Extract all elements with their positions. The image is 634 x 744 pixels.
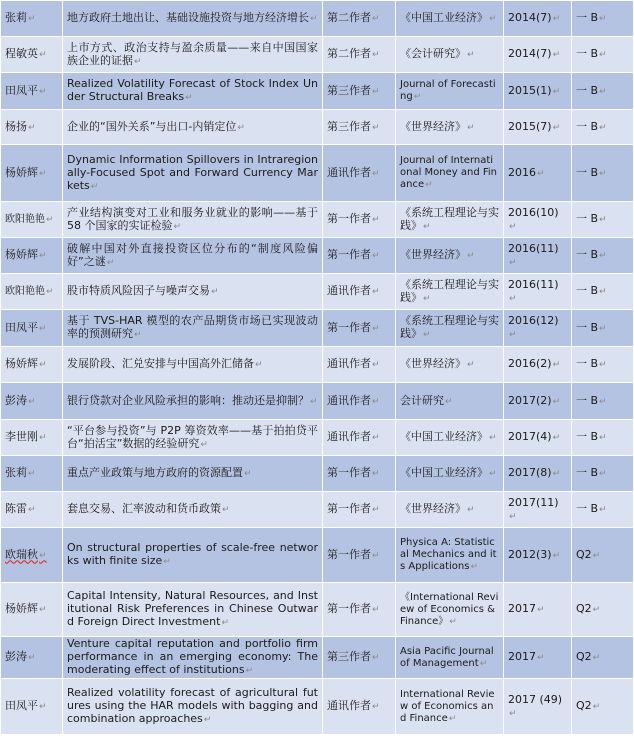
table-row xyxy=(1,583,634,637)
grade-cell: 一 B↵ xyxy=(572,37,634,73)
grade-cell: Q2↵ xyxy=(572,528,634,583)
title-cell: Dynamic Information Spillovers in Intraregionally-Focused Spot and Forward Currency Markets↵ xyxy=(63,145,323,202)
paragraph-mark: ↵ xyxy=(509,511,517,522)
paragraph-mark: ↵ xyxy=(39,323,47,334)
paragraph-mark: ↵ xyxy=(489,14,497,24)
table-row xyxy=(1,492,634,528)
date-cell: 2017(2)↵ xyxy=(504,383,572,420)
journal-cell: 会计研究↵ xyxy=(396,383,504,420)
title-cell: 银行贷款对企业风险承担的影响：推动还是抑制？↵ xyxy=(63,383,323,420)
grade-cell: 一 B↵ xyxy=(572,383,634,420)
author-role-cell: 通讯作者↵ xyxy=(323,383,396,420)
paragraph-mark: ↵ xyxy=(448,713,457,724)
paragraph-mark: ↵ xyxy=(372,360,380,370)
title-cell: 股市特质风险因子与噪声交易↵ xyxy=(63,274,323,310)
paragraph-mark: ↵ xyxy=(28,469,36,479)
title-cell: 套息交易、汇率波动和货币政策↵ xyxy=(63,492,323,528)
paragraph-mark: ↵ xyxy=(467,50,475,60)
grade-cell: 一 B↵ xyxy=(572,145,634,202)
author-cell: 张莉↵ xyxy=(1,1,63,37)
author-role-cell: 通讯作者↵ xyxy=(323,347,396,383)
table-row xyxy=(1,528,634,583)
paragraph-mark: ↵ xyxy=(28,505,36,515)
journal-cell: Physica A: Statistical Mechanics and its Applications↵ xyxy=(396,528,504,583)
paragraph-mark: ↵ xyxy=(413,92,422,102)
journal-cell: 《会计研究》↵ xyxy=(396,37,504,73)
paragraph-mark: ↵ xyxy=(423,221,431,232)
paragraph-mark: ↵ xyxy=(39,86,47,97)
table-row xyxy=(1,145,634,202)
paragraph-mark: ↵ xyxy=(489,469,497,479)
date-cell: 2017(11)↵ xyxy=(504,492,572,528)
author-cell: 欧瑞秋↵ xyxy=(1,528,63,583)
paragraph-mark: ↵ xyxy=(39,360,47,370)
author-cell: 田凤平↵ xyxy=(1,73,63,110)
journal-cell: 《系统工程理论与实践》↵ xyxy=(396,310,504,347)
paragraph-mark: ↵ xyxy=(200,439,208,450)
paragraph-mark: ↵ xyxy=(599,251,607,261)
table-row xyxy=(1,238,634,274)
date-cell: 2016(12)↵ xyxy=(504,310,572,347)
title-cell: 基于 TVS-HAR 模型的农产品期货市场已实现波动率的预测研究↵ xyxy=(63,310,323,347)
paragraph-mark: ↵ xyxy=(39,550,47,561)
date-cell: 2016(11)↵ xyxy=(504,238,572,274)
author-role-cell: 第一作者↵ xyxy=(323,202,396,238)
paragraph-mark: ↵ xyxy=(592,550,601,561)
paragraph-mark: ↵ xyxy=(39,50,47,60)
paragraph-mark: ↵ xyxy=(372,702,380,712)
grade-cell: Q2↵ xyxy=(572,679,634,735)
paragraph-mark: ↵ xyxy=(467,360,475,370)
paragraph-mark: ↵ xyxy=(372,396,380,407)
title-cell: 企业的“国外关系”与出口-内销定位↵ xyxy=(63,110,323,145)
author-role-cell: 第二作者↵ xyxy=(323,1,396,37)
paragraph-mark: ↵ xyxy=(552,550,561,561)
author-cell: 李世刚↵ xyxy=(1,420,63,456)
date-cell: 2016↵ xyxy=(504,145,572,202)
title-cell: 重点产业政策与地方政府的资源配置↵ xyxy=(63,456,323,492)
author-cell: 杨娇辉↵ xyxy=(1,238,63,274)
paragraph-mark: ↵ xyxy=(310,396,318,407)
title-cell: 产业结构演变对工业和服务业就业的影响——基于 58 个国家的实证检验↵ xyxy=(63,202,323,238)
paragraph-mark: ↵ xyxy=(211,287,219,297)
date-cell: 2016(11)↵ xyxy=(504,274,572,310)
paragraph-mark: ↵ xyxy=(599,396,607,407)
journal-cell: International Review of Economics and Finance↵ xyxy=(396,679,504,735)
grade-cell: 一 B↵ xyxy=(572,310,634,347)
journal-cell: 《世界经济》↵ xyxy=(396,492,504,528)
paragraph-mark: ↵ xyxy=(39,168,47,179)
author-cell: 程敏英↵ xyxy=(1,37,63,73)
table-row xyxy=(1,73,634,110)
author-cell: 田凤平↵ xyxy=(1,679,63,735)
journal-cell: 《中国工业经济》↵ xyxy=(396,456,504,492)
author-cell: 欧阳艳艳↵ xyxy=(1,202,63,238)
author-cell: 杨扬↵ xyxy=(1,110,63,145)
table-row xyxy=(1,1,634,37)
author-role-cell: 通讯作者↵ xyxy=(323,679,396,735)
author-role-cell: 第一作者↵ xyxy=(323,310,396,347)
paragraph-mark: ↵ xyxy=(552,360,561,370)
title-cell: 破解中国对外直接投资区位分布的“制度风险偏好”之谜↵ xyxy=(63,238,323,274)
paragraph-mark: ↵ xyxy=(39,605,47,615)
paragraph-mark: ↵ xyxy=(537,653,545,663)
grade-cell: 一 B↵ xyxy=(572,492,634,528)
author-role-cell: 通讯作者↵ xyxy=(323,420,396,456)
paragraph-mark: ↵ xyxy=(599,505,607,515)
paragraph-mark: ↵ xyxy=(203,715,212,725)
journal-cell: 《中国工业经济》↵ xyxy=(396,1,504,37)
title-cell: 发展阶段、汇兑安排与中国高外汇储备↵ xyxy=(63,347,323,383)
paragraph-mark: ↵ xyxy=(423,330,431,340)
paragraph-mark: ↵ xyxy=(245,666,254,676)
paragraph-mark: ↵ xyxy=(445,396,453,407)
paragraph-mark: ↵ xyxy=(372,251,380,261)
paragraph-mark: ↵ xyxy=(372,287,380,297)
paragraph-mark: ↵ xyxy=(552,14,561,24)
author-cell: 彭涛↵ xyxy=(1,637,63,679)
paragraph-mark: ↵ xyxy=(537,168,545,179)
paragraph-mark: ↵ xyxy=(372,653,380,663)
journal-cell: Journal of International Money and Finance↵ xyxy=(396,145,504,202)
grade-cell: 一 B↵ xyxy=(572,1,634,37)
date-cell: 2017 (49)↵ xyxy=(504,679,572,735)
paragraph-mark: ↵ xyxy=(599,433,607,443)
paragraph-mark: ↵ xyxy=(592,702,601,712)
table-row xyxy=(1,274,634,310)
date-cell: 2012(3)↵ xyxy=(504,528,572,583)
paragraph-mark: ↵ xyxy=(46,214,54,225)
title-cell: 地方政府土地出让、基础设施投资与地方经济增长↵ xyxy=(63,1,323,37)
paragraph-mark: ↵ xyxy=(599,215,607,225)
title-cell: 上市方式、政治支持与盈余质量——来自中国国家族企业的证据↵ xyxy=(63,37,323,73)
author-cell: 陈雷↵ xyxy=(1,492,63,528)
paragraph-mark: ↵ xyxy=(185,93,193,103)
paragraph-mark: ↵ xyxy=(552,86,561,97)
paragraph-mark: ↵ xyxy=(599,14,607,24)
paragraph-mark: ↵ xyxy=(372,433,380,443)
date-cell: 2017↵ xyxy=(504,637,572,679)
table-row xyxy=(1,679,634,735)
paragraph-mark: ↵ xyxy=(537,605,545,615)
paragraph-mark: ↵ xyxy=(599,323,607,334)
author-cell: 杨娇辉↵ xyxy=(1,347,63,383)
date-cell: 2017(4)↵ xyxy=(504,420,572,456)
journal-cell: 《系统工程理论与实践》↵ xyxy=(396,274,504,310)
paragraph-mark: ↵ xyxy=(467,505,475,515)
paragraph-mark: ↵ xyxy=(509,257,517,268)
date-cell: 2017(8)↵ xyxy=(504,456,572,492)
title-cell: On structural properties of scale-free networks with finite size↵ xyxy=(63,528,323,583)
paragraph-mark: ↵ xyxy=(372,215,380,225)
paragraph-mark: ↵ xyxy=(237,122,245,133)
grade-cell: 一 B↵ xyxy=(572,238,634,274)
paragraph-mark: ↵ xyxy=(134,56,142,67)
paragraph-mark: ↵ xyxy=(552,122,561,133)
paragraph-mark: ↵ xyxy=(509,221,517,232)
author-cell: 杨娇辉↵ xyxy=(1,583,63,637)
author-role-cell: 通讯作者↵ xyxy=(323,274,396,310)
author-cell: 彭涛↵ xyxy=(1,383,63,420)
table-row xyxy=(1,456,634,492)
journal-cell: 《系统工程理论与实践》↵ xyxy=(396,202,504,238)
paragraph-mark: ↵ xyxy=(509,708,517,719)
paragraph-mark: ↵ xyxy=(467,122,475,133)
paragraph-mark: ↵ xyxy=(39,702,47,712)
paragraph-mark: ↵ xyxy=(372,168,380,179)
paragraph-mark: ↵ xyxy=(592,653,601,663)
author-role-cell: 第一作者↵ xyxy=(323,456,396,492)
grade-cell: Q2↵ xyxy=(572,637,634,679)
author-role-cell: 第二作者↵ xyxy=(323,37,396,73)
paragraph-mark: ↵ xyxy=(509,293,517,304)
date-cell: 2017↵ xyxy=(504,583,572,637)
table-row xyxy=(1,202,634,238)
paragraph-mark: ↵ xyxy=(28,122,36,133)
paragraph-mark: ↵ xyxy=(552,50,561,60)
table-row xyxy=(1,637,634,679)
date-cell: 2015(1)↵ xyxy=(504,73,572,110)
paragraph-mark: ↵ xyxy=(372,50,380,60)
journal-cell: 《世界经济》↵ xyxy=(396,110,504,145)
paragraph-mark: ↵ xyxy=(599,122,607,133)
paragraph-mark: ↵ xyxy=(592,605,601,615)
paragraph-mark: ↵ xyxy=(423,293,431,304)
author-role-cell: 第一作者↵ xyxy=(323,528,396,583)
paragraph-mark: ↵ xyxy=(599,86,607,97)
author-role-cell: 第三作者↵ xyxy=(323,110,396,145)
table-row xyxy=(1,347,634,383)
paragraph-mark: ↵ xyxy=(599,469,607,479)
paragraph-mark: ↵ xyxy=(599,287,607,297)
grade-cell: 一 B↵ xyxy=(572,73,634,110)
paragraph-mark: ↵ xyxy=(372,605,380,615)
paragraph-mark: ↵ xyxy=(372,505,380,515)
grade-cell: 一 B↵ xyxy=(572,202,634,238)
paragraph-mark: ↵ xyxy=(552,396,561,407)
paragraph-mark: ↵ xyxy=(173,221,182,232)
paragraph-mark: ↵ xyxy=(310,14,318,24)
author-cell: 张莉↵ xyxy=(1,456,63,492)
title-cell: Capital Intensity, Natural Resources, and Institutional Risk Preferences in Chinese Outward Foreign Direct Investment↵ xyxy=(63,583,323,637)
table-row xyxy=(1,37,634,73)
grade-cell: 一 B↵ xyxy=(572,110,634,145)
grade-cell: 一 B↵ xyxy=(572,420,634,456)
date-cell: 2016(10)↵ xyxy=(504,202,572,238)
paragraph-mark: ↵ xyxy=(479,658,488,669)
title-cell: Venture capital reputation and portfolio firm performance in an emerging economy: The moderating effect of institutions↵ xyxy=(63,637,323,679)
journal-cell: Asia Pacific Journal of Management↵ xyxy=(396,637,504,679)
date-cell: 2014(7)↵ xyxy=(504,1,572,37)
paragraph-mark: ↵ xyxy=(163,557,171,567)
journal-cell: 《世界经济》↵ xyxy=(396,347,504,383)
title-cell: Realized volatility forecast of agricultural futures using the HAR models with bagging and combination approaches↵ xyxy=(63,679,323,735)
grade-cell: 一 B↵ xyxy=(572,274,634,310)
paragraph-mark: ↵ xyxy=(599,168,607,179)
paragraph-mark: ↵ xyxy=(244,469,252,479)
journal-cell: Journal of Forecasting↵ xyxy=(396,73,504,110)
author-cell: 欧阳艳艳↵ xyxy=(1,274,63,310)
paragraph-mark: ↵ xyxy=(28,653,36,663)
paragraph-mark: ↵ xyxy=(372,469,380,479)
author-role-cell: 第一作者↵ xyxy=(323,583,396,637)
paragraph-mark: ↵ xyxy=(39,251,47,261)
title-cell: “平台参与投资”与 P2P 筹资效率——基于拍拍贷平台“拍活宝”数据的经验研究↵ xyxy=(63,420,323,456)
table-row xyxy=(1,420,634,456)
paragraph-mark: ↵ xyxy=(552,433,561,443)
date-cell: 2016(2)↵ xyxy=(504,347,572,383)
paragraph-mark: ↵ xyxy=(372,86,380,97)
paragraph-mark: ↵ xyxy=(372,122,380,133)
paragraph-mark: ↵ xyxy=(90,181,99,192)
table-row xyxy=(1,310,634,347)
author-role-cell: 第三作者↵ xyxy=(323,73,396,110)
grade-cell: 一 B↵ xyxy=(572,347,634,383)
paragraph-mark: ↵ xyxy=(372,550,380,561)
author-role-cell: 通讯作者↵ xyxy=(323,145,396,202)
journal-cell: 《世界经济》↵ xyxy=(396,238,504,274)
paragraph-mark: ↵ xyxy=(552,469,561,479)
table-row xyxy=(1,110,634,145)
paragraph-mark: ↵ xyxy=(372,323,380,334)
paragraph-mark: ↵ xyxy=(28,14,36,24)
paragraph-mark: ↵ xyxy=(222,505,230,515)
table-row xyxy=(1,383,634,420)
grade-cell: Q2↵ xyxy=(572,583,634,637)
paragraph-mark: ↵ xyxy=(425,180,433,190)
paragraph-mark: ↵ xyxy=(467,251,475,261)
author-role-cell: 第三作者↵ xyxy=(323,637,396,679)
journal-cell: 《中国工业经济》↵ xyxy=(396,420,504,456)
paragraph-mark: ↵ xyxy=(28,396,36,407)
author-role-cell: 第一作者↵ xyxy=(323,492,396,528)
paragraph-mark: ↵ xyxy=(449,616,457,627)
paragraph-mark: ↵ xyxy=(134,330,142,340)
date-cell: 2015(7)↵ xyxy=(504,110,572,145)
author-cell: 杨娇辉↵ xyxy=(1,145,63,202)
paragraph-mark: ↵ xyxy=(599,50,607,60)
paragraph-mark: ↵ xyxy=(221,618,229,628)
paragraph-mark: ↵ xyxy=(509,330,517,340)
title-cell: Realized Volatility Forecast of Stock Index Under Structural Breaks↵ xyxy=(63,73,323,110)
author-role-cell: 第一作者↵ xyxy=(323,238,396,274)
journal-cell: 《International Review of Economics & Finance》↵ xyxy=(396,583,504,637)
paragraph-mark: ↵ xyxy=(489,433,497,443)
grade-cell: 一 B↵ xyxy=(572,456,634,492)
paragraph-mark: ↵ xyxy=(39,433,47,443)
date-cell: 2014(7)↵ xyxy=(504,37,572,73)
author-cell: 田凤平↵ xyxy=(1,310,63,347)
paragraph-mark: ↵ xyxy=(46,286,54,297)
paragraph-mark: ↵ xyxy=(372,14,380,24)
paragraph-mark: ↵ xyxy=(470,562,479,572)
paragraph-mark: ↵ xyxy=(106,257,115,268)
paragraph-mark: ↵ xyxy=(599,360,607,370)
paragraph-mark: ↵ xyxy=(255,360,263,370)
